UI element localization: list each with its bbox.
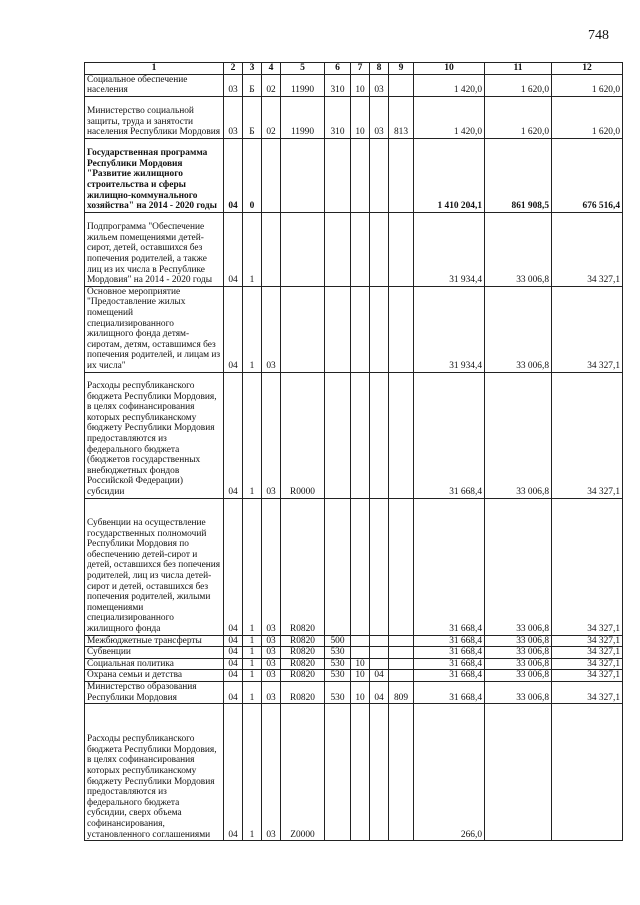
code-cell: 03: [370, 74, 389, 96]
amount-cell: 31 668,4: [414, 635, 485, 647]
code-cell: 530: [325, 670, 351, 682]
amount-cell: 33 006,8: [485, 372, 552, 498]
code-cell: 11990: [281, 74, 325, 96]
row-name-cell: Министерство социальной защиты, труда и занятости населения Республики Мордовия: [85, 96, 224, 138]
code-cell: Z0000: [281, 704, 325, 841]
code-cell: 1: [243, 498, 262, 635]
code-cell: 04: [224, 138, 243, 212]
code-cell: [370, 286, 389, 372]
amount-cell: 34 327,1: [552, 212, 623, 286]
code-cell: 04: [224, 498, 243, 635]
code-cell: [389, 635, 414, 647]
code-cell: [389, 498, 414, 635]
code-cell: R0820: [281, 498, 325, 635]
code-cell: [370, 138, 389, 212]
amount-cell: 1 620,0: [485, 96, 552, 138]
code-cell: 1: [243, 635, 262, 647]
code-cell: [351, 647, 370, 659]
row-name-cell: Социальное обеспечение населения: [85, 74, 224, 96]
code-cell: 813: [389, 96, 414, 138]
column-header: 10: [414, 63, 485, 75]
code-cell: 02: [262, 74, 281, 96]
amount-cell: 33 006,8: [485, 212, 552, 286]
code-cell: 10: [351, 670, 370, 682]
column-header: 11: [485, 63, 552, 75]
code-cell: 03: [262, 681, 281, 703]
code-cell: [351, 498, 370, 635]
code-cell: R0820: [281, 681, 325, 703]
code-cell: [281, 286, 325, 372]
code-cell: 530: [325, 681, 351, 703]
row-name-cell: Основное мероприятие "Предоставление жилых помещений специализированного жилищного фонда детям-сиротам, детям, оставшимся без попечения родителей, и лицам из их числа": [85, 286, 224, 372]
column-header: 2: [224, 63, 243, 75]
code-cell: [325, 212, 351, 286]
amount-cell: 34 327,1: [552, 681, 623, 703]
amount-cell: 31 668,4: [414, 372, 485, 498]
amount-cell: 31 934,4: [414, 286, 485, 372]
amount-cell: 676 516,4: [552, 138, 623, 212]
code-cell: 04: [224, 286, 243, 372]
code-cell: 10: [351, 681, 370, 703]
column-header: 4: [262, 63, 281, 75]
amount-cell: 266,0: [414, 704, 485, 841]
code-cell: 04: [224, 704, 243, 841]
code-cell: 04: [370, 670, 389, 682]
table-row: [85, 635, 623, 647]
code-cell: 03: [262, 670, 281, 682]
amount-cell: 31 668,4: [414, 498, 485, 635]
table-row: [85, 138, 623, 212]
column-header: 5: [281, 63, 325, 75]
code-cell: R0820: [281, 670, 325, 682]
code-cell: 1: [243, 212, 262, 286]
code-cell: [370, 635, 389, 647]
code-cell: 1: [243, 681, 262, 703]
column-header: 12: [552, 63, 623, 75]
table-row: [85, 681, 623, 703]
budget-table: [84, 62, 623, 841]
table-row: [85, 704, 623, 841]
code-cell: [351, 138, 370, 212]
code-cell: [389, 647, 414, 659]
code-cell: 04: [370, 681, 389, 703]
table-row: [85, 658, 623, 670]
code-cell: 04: [224, 647, 243, 659]
code-cell: [262, 212, 281, 286]
code-cell: 04: [224, 635, 243, 647]
table-row: [85, 286, 623, 372]
amount-cell: 33 006,8: [485, 670, 552, 682]
page-number: 748: [588, 28, 609, 43]
code-cell: 03: [224, 96, 243, 138]
code-cell: 03: [262, 635, 281, 647]
code-cell: 1: [243, 704, 262, 841]
code-cell: Б: [243, 74, 262, 96]
code-cell: 10: [351, 658, 370, 670]
amount-cell: 1 410 204,1: [414, 138, 485, 212]
code-cell: 04: [224, 681, 243, 703]
row-name-cell: Социальная политика: [85, 658, 224, 670]
amount-cell: 33 006,8: [485, 498, 552, 635]
code-cell: 03: [262, 704, 281, 841]
row-name-cell: Межбюджетные трансферты: [85, 635, 224, 647]
code-cell: 530: [325, 647, 351, 659]
code-cell: [389, 286, 414, 372]
column-header: 8: [370, 63, 389, 75]
amount-cell: 33 006,8: [485, 658, 552, 670]
amount-cell: 1 420,0: [414, 96, 485, 138]
amount-cell: 1 420,0: [414, 74, 485, 96]
code-cell: 04: [224, 372, 243, 498]
code-cell: [325, 138, 351, 212]
code-cell: R0820: [281, 647, 325, 659]
code-cell: [370, 647, 389, 659]
code-cell: 530: [325, 658, 351, 670]
amount-cell: 861 908,5: [485, 138, 552, 212]
column-header: 6: [325, 63, 351, 75]
code-cell: [351, 635, 370, 647]
amount-cell: [552, 704, 623, 841]
code-cell: 04: [224, 670, 243, 682]
column-header: 3: [243, 63, 262, 75]
row-name-cell: Расходы республиканского бюджета Республики Мордовия, в целях софинансирования которых республиканскому бюджету Республики Мордовия предоставляются из федерального бюджета субсидии, сверх объема софинансирования, установленного соглашениями: [85, 704, 224, 841]
column-header: 7: [351, 63, 370, 75]
amount-cell: [485, 704, 552, 841]
code-cell: 1: [243, 647, 262, 659]
table-row: [85, 670, 623, 682]
code-cell: 03: [370, 96, 389, 138]
code-cell: [325, 286, 351, 372]
code-cell: [325, 704, 351, 841]
table-row: [85, 647, 623, 659]
table-row: [85, 212, 623, 286]
column-header: 9: [389, 63, 414, 75]
code-cell: [351, 372, 370, 498]
code-cell: 03: [224, 74, 243, 96]
amount-cell: 34 327,1: [552, 647, 623, 659]
table-row: [85, 498, 623, 635]
code-cell: [325, 498, 351, 635]
code-cell: R0820: [281, 635, 325, 647]
code-cell: [325, 372, 351, 498]
code-cell: [281, 212, 325, 286]
amount-cell: 34 327,1: [552, 372, 623, 498]
code-cell: 310: [325, 96, 351, 138]
amount-cell: 31 934,4: [414, 212, 485, 286]
code-cell: R0000: [281, 372, 325, 498]
code-cell: 02: [262, 96, 281, 138]
row-name-cell: Расходы республиканского бюджета Республики Мордовия, в целях софинансирования которых республиканскому бюджету Республики Мордовия предоставляются из федерального бюджета (бюджетов государственных внебюджетных фондов Российской Федерации) субсидии: [85, 372, 224, 498]
code-cell: [389, 704, 414, 841]
code-cell: 11990: [281, 96, 325, 138]
table-row: [85, 372, 623, 498]
code-cell: [389, 212, 414, 286]
amount-cell: 34 327,1: [552, 658, 623, 670]
amount-cell: 1 620,0: [552, 96, 623, 138]
code-cell: [389, 372, 414, 498]
code-cell: [370, 658, 389, 670]
row-name-cell: Субвенции на осуществление государственных полномочий Республики Мордовия по обеспечению детей-сирот и детей, оставшихся без попечения родителей, лиц из числа детей-сирот и детей, оставшихся без попечения родителей, жилыми помещениями специализированного жилищного фонда: [85, 498, 224, 635]
amount-cell: 34 327,1: [552, 286, 623, 372]
amount-cell: 31 668,4: [414, 647, 485, 659]
code-cell: [351, 212, 370, 286]
code-cell: 1: [243, 658, 262, 670]
code-cell: [281, 138, 325, 212]
amount-cell: 31 668,4: [414, 670, 485, 682]
table-row: [85, 74, 623, 96]
amount-cell: 33 006,8: [485, 681, 552, 703]
column-header: 1: [85, 63, 224, 75]
code-cell: [389, 138, 414, 212]
code-cell: 04: [224, 658, 243, 670]
code-cell: [389, 670, 414, 682]
amount-cell: 34 327,1: [552, 670, 623, 682]
amount-cell: 33 006,8: [485, 286, 552, 372]
table-body: [85, 74, 623, 841]
code-cell: Б: [243, 96, 262, 138]
code-cell: 1: [243, 286, 262, 372]
amount-cell: 1 620,0: [552, 74, 623, 96]
code-cell: 03: [262, 286, 281, 372]
code-cell: 04: [224, 212, 243, 286]
code-cell: 310: [325, 74, 351, 96]
code-cell: [370, 498, 389, 635]
row-name-cell: Государственная программа Республики Мордовия "Развитие жилищного строительства и сферы жилищно-коммунального хозяйства" на 2014 - 2020 годы: [85, 138, 224, 212]
code-cell: [262, 138, 281, 212]
code-cell: 809: [389, 681, 414, 703]
code-cell: 03: [262, 658, 281, 670]
table-header-row: [85, 63, 623, 75]
amount-cell: 33 006,8: [485, 635, 552, 647]
amount-cell: 1 620,0: [485, 74, 552, 96]
code-cell: 500: [325, 635, 351, 647]
code-cell: [389, 74, 414, 96]
code-cell: [370, 372, 389, 498]
row-name-cell: Субвенции: [85, 647, 224, 659]
code-cell: [351, 286, 370, 372]
code-cell: 10: [351, 96, 370, 138]
code-cell: R0820: [281, 658, 325, 670]
row-name-cell: Министерство образования Республики Мордовия: [85, 681, 224, 703]
code-cell: [370, 212, 389, 286]
table-row: [85, 96, 623, 138]
code-cell: 1: [243, 670, 262, 682]
code-cell: 0: [243, 138, 262, 212]
code-cell: [370, 704, 389, 841]
amount-cell: 33 006,8: [485, 647, 552, 659]
code-cell: 10: [351, 74, 370, 96]
code-cell: 03: [262, 647, 281, 659]
row-name-cell: Подпрограмма "Обеспечение жильем помещениями детей-сирот, детей, оставшихся без попечения родителей, а также лиц из их числа в Республике Мордовия" на 2014 - 2020 годы: [85, 212, 224, 286]
amount-cell: 31 668,4: [414, 681, 485, 703]
code-cell: [389, 658, 414, 670]
row-name-cell: Охрана семьи и детства: [85, 670, 224, 682]
amount-cell: 34 327,1: [552, 498, 623, 635]
amount-cell: 34 327,1: [552, 635, 623, 647]
amount-cell: 31 668,4: [414, 658, 485, 670]
code-cell: 03: [262, 372, 281, 498]
code-cell: 1: [243, 372, 262, 498]
code-cell: 03: [262, 498, 281, 635]
code-cell: [351, 704, 370, 841]
